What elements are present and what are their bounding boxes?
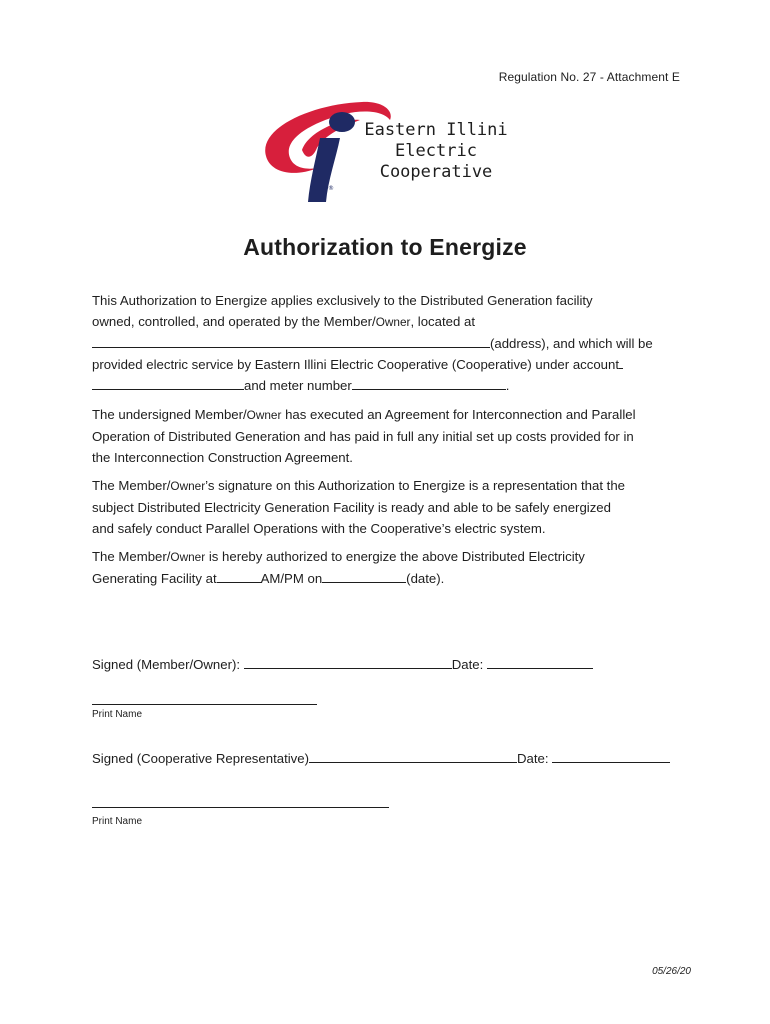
coop-date-label: Date: xyxy=(516,751,553,766)
p1-line-3: (address), and which will be xyxy=(92,333,682,354)
p2-line-1: The undersigned Member/Owner has executed an Agreement for Interconnection and Parallel xyxy=(92,407,636,422)
p1-line-5: and meter number . xyxy=(92,375,682,396)
meter-number-field[interactable] xyxy=(352,375,506,390)
p2-line-3: the Interconnection Construction Agreement. xyxy=(92,450,353,465)
member-print-name-label: Print Name xyxy=(92,709,143,720)
p4-line-2: Generating Facility at AM/PM on (date). xyxy=(92,568,682,589)
coop-signature-field[interactable] xyxy=(309,748,517,763)
coop-date-field[interactable] xyxy=(552,748,670,763)
member-signature-row xyxy=(92,654,593,672)
paragraph-authorization xyxy=(92,546,682,589)
paragraph-agreement xyxy=(92,404,682,468)
account-field-tail[interactable] xyxy=(619,354,623,369)
p3-line-1: The Member/Owner’s signature on this Authorization to Energize is a representation that the xyxy=(92,478,625,493)
paragraph-representation xyxy=(92,475,682,539)
logo-line-3: Cooperative xyxy=(379,162,493,182)
logo-registered-mark: ® xyxy=(328,185,334,192)
document-title: Authorization to Energize xyxy=(243,234,527,260)
coop-print-name-field[interactable] xyxy=(92,807,389,808)
logo-line-1: Eastern Illini xyxy=(364,120,508,140)
p4-line-1: The Member/Owner is hereby authorized to energize the above Distributed Electricity xyxy=(92,549,585,564)
paragraph-scope xyxy=(92,290,682,396)
p1-line-4: provided electric service by Eastern Illini Electric Cooperative (Cooperative) under account xyxy=(92,354,682,375)
coop-signature-row xyxy=(92,748,670,766)
p3-line-2: subject Distributed Electricity Generation Facility is ready and able to be safely energized xyxy=(92,500,611,515)
member-print-name-field[interactable] xyxy=(92,704,317,705)
member-date-field[interactable] xyxy=(487,654,593,669)
member-date-label: Date: xyxy=(451,657,487,672)
time-field[interactable] xyxy=(217,568,261,583)
member-signature-field[interactable] xyxy=(244,654,452,669)
coop-signature-label: Signed (Cooperative Representative) xyxy=(92,751,309,766)
p2-line-2: Operation of Distributed Generation and has paid in full any initial set up costs provided for in xyxy=(92,429,634,444)
revision-date: 05/26/20 xyxy=(652,966,691,977)
account-field[interactable] xyxy=(92,375,244,390)
p3-line-3: and safely conduct Parallel Operations with the Cooperative’s electric system. xyxy=(92,521,546,536)
member-signature-label: Signed (Member/Owner): xyxy=(92,657,244,672)
logo-navy-dot xyxy=(329,112,355,132)
regulation-reference: Regulation No. 27 - Attachment E xyxy=(498,70,680,84)
logo-wordmark xyxy=(361,120,511,183)
logo-line-2: Electric xyxy=(395,141,477,161)
p1-line-1: This Authorization to Energize applies exclusively to the Distributed Generation facility xyxy=(92,293,593,308)
address-field[interactable] xyxy=(92,333,490,348)
p1-line-2: owned, controlled, and operated by the Member/Owner, located at xyxy=(92,314,475,329)
energize-date-field[interactable] xyxy=(322,568,406,583)
coop-print-name-label: Print Name xyxy=(92,816,143,827)
